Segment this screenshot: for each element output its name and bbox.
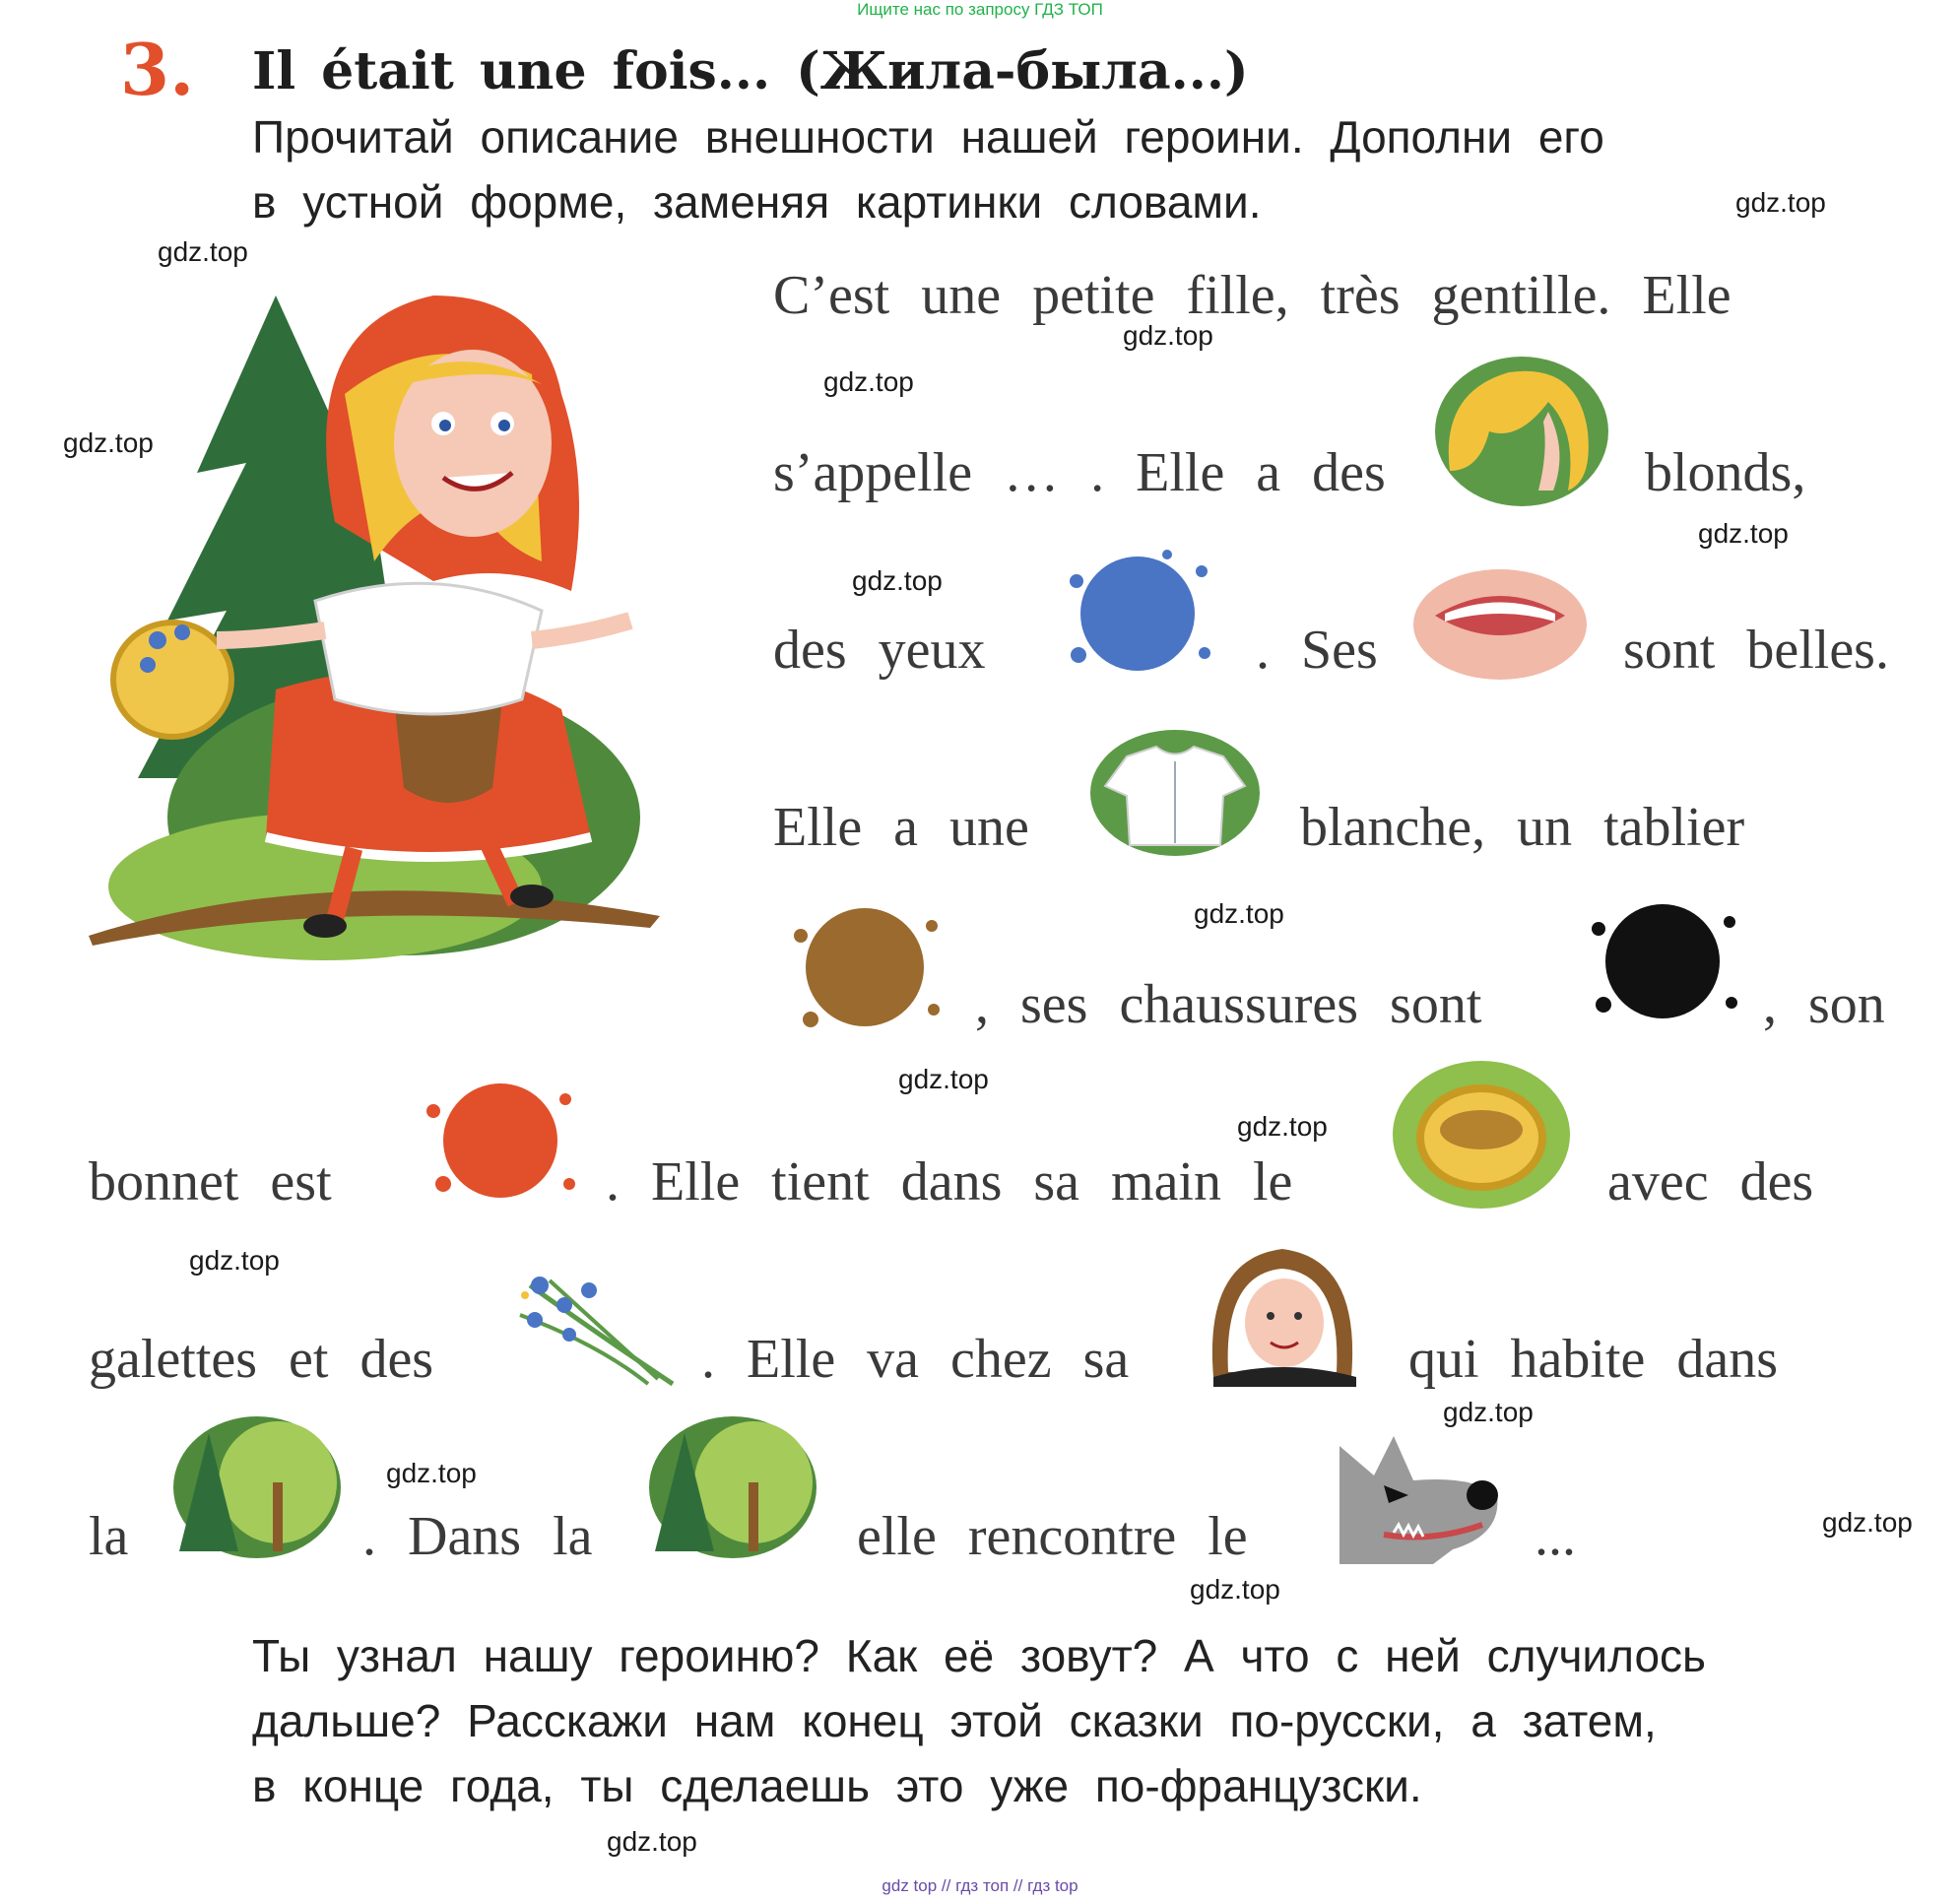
watermark: gdz.top	[1237, 1111, 1328, 1142]
story-line-5a: , ses chaussures sont	[975, 974, 1482, 1035]
story-line-1: C’est une petite fille, très gentille. Elle	[773, 265, 1731, 326]
story-line-2a: s’appelle … . Elle a des	[773, 442, 1386, 503]
instruction-line-1: Прочитай описание внешности нашей героини. Дополни его	[252, 111, 1604, 163]
grandmother-icon	[1194, 1239, 1371, 1387]
story-line-8a: la	[89, 1506, 129, 1567]
story-line-6b: . Elle tient dans sa main le	[606, 1151, 1293, 1213]
red-paint-blot-icon	[422, 1074, 579, 1207]
story-line-4b: blanche, un tablier	[1300, 797, 1745, 858]
story-line-7b: . Elle va chez sa	[701, 1329, 1130, 1390]
story-line-7a: galettes et des	[89, 1329, 434, 1390]
story-line-8d: ...	[1535, 1506, 1576, 1567]
watermark: gdz.top	[386, 1458, 477, 1488]
forest-icon-2	[645, 1413, 820, 1561]
story-line-2b: blonds,	[1645, 442, 1806, 503]
watermark: gdz.top	[1822, 1507, 1913, 1538]
watermark: gdz.top	[63, 427, 154, 458]
story-line-5b: , son	[1763, 974, 1885, 1035]
watermark: gdz.top	[1190, 1574, 1280, 1605]
story-line-6a: bonnet est	[89, 1151, 332, 1213]
story-line-3b: . Ses	[1256, 620, 1378, 681]
brown-paint-blot-icon	[786, 896, 944, 1034]
forest-icon	[169, 1413, 345, 1561]
closing-line-3: в конце года, ты сделаешь это уже по-французски.	[252, 1760, 1422, 1811]
watermark: gdz.top	[852, 565, 943, 596]
watermark: gdz.top	[898, 1064, 989, 1094]
watermark: gdz.top	[158, 236, 248, 267]
closing-line-2: дальше? Расскажи нам конец этой сказки по-русски, а затем,	[252, 1695, 1657, 1746]
blue-paint-blot-icon	[1059, 547, 1216, 680]
closing-line-1: Ты узнал нашу героиню? Как её зовут? А что с ней случилось	[252, 1630, 1707, 1681]
watermark: gdz.top	[1698, 518, 1789, 549]
story-line-6c: avec des	[1607, 1151, 1814, 1213]
basket-icon	[1391, 1059, 1573, 1212]
story-line-4a: Elle a une	[773, 797, 1029, 858]
flowers-icon	[510, 1266, 683, 1389]
watermark: gdz.top	[1194, 898, 1284, 929]
watermark: gdz.top	[189, 1245, 280, 1276]
blouse-icon	[1087, 727, 1263, 860]
exercise-number: 3.	[120, 28, 195, 111]
exercise-title: Il était une fois... (Жила-была...)	[252, 41, 1249, 101]
watermark: gdz.top	[607, 1826, 697, 1857]
story-line-3c: sont belles.	[1623, 620, 1889, 681]
story-line-8b: . Dans la	[362, 1506, 593, 1567]
wolf-icon	[1335, 1426, 1502, 1564]
watermark: gdz.top	[1123, 320, 1213, 351]
instruction-line-2: в устной форме, заменяя картинки словами.	[252, 176, 1262, 228]
top-banner[interactable]: Ищите нас по запросу ГДЗ ТОП	[857, 0, 1103, 19]
red-riding-hood-illustration	[79, 266, 670, 985]
bottom-banner[interactable]: gdz top // гдз топ // гдз top	[882, 1876, 1078, 1895]
black-paint-blot-icon	[1584, 894, 1741, 1027]
story-line-7c: qui habite dans	[1408, 1329, 1779, 1390]
hair-icon	[1430, 353, 1613, 510]
story-line-8c: elle rencontre le	[857, 1506, 1248, 1567]
story-line-3a: des yeux	[773, 620, 986, 681]
watermark: gdz.top	[1443, 1397, 1534, 1427]
mouth-teeth-icon	[1410, 566, 1590, 683]
watermark: gdz.top	[1735, 187, 1826, 218]
watermark: gdz.top	[823, 366, 914, 397]
